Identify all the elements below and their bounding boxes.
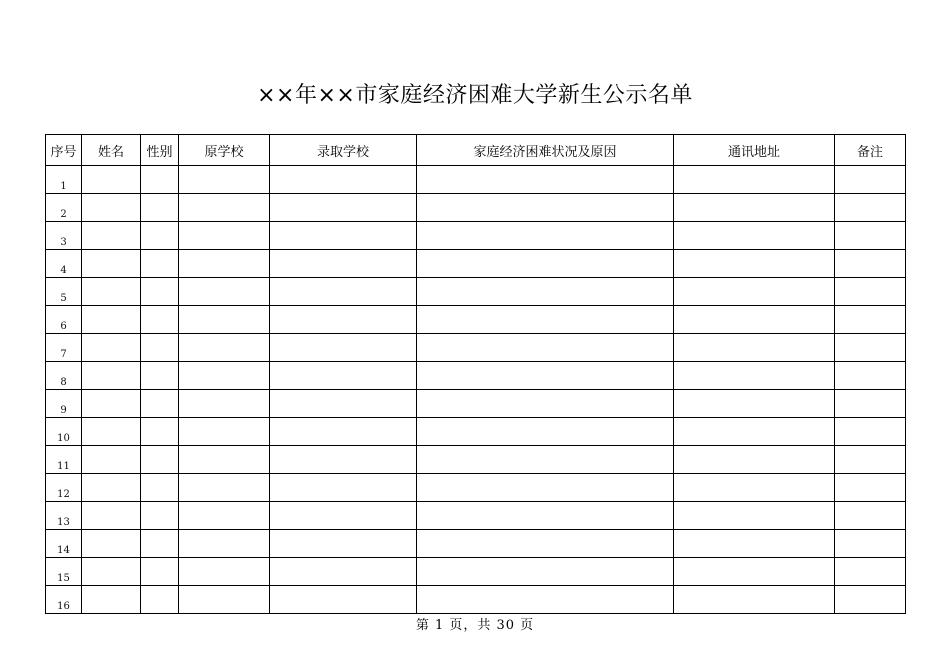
name-cell [82, 250, 141, 278]
remarks-cell [835, 306, 906, 334]
table-row [46, 250, 906, 278]
address-cell [674, 558, 835, 586]
remarks-cell [835, 586, 906, 614]
gender-cell [141, 390, 179, 418]
remarks-cell [835, 250, 906, 278]
admitted-school-cell [270, 306, 417, 334]
seq-cell: 15 [46, 558, 82, 586]
seq-cell: 3 [46, 222, 82, 250]
remarks-cell [835, 194, 906, 222]
former-school-cell [179, 502, 270, 530]
gender-cell [141, 558, 179, 586]
address-cell [674, 250, 835, 278]
former-school-cell [179, 250, 270, 278]
gender-cell [141, 502, 179, 530]
gender-cell [141, 474, 179, 502]
document-title: ××年××市家庭经济困难大学新生公示名单 [257, 83, 693, 108]
remarks-cell [835, 530, 906, 558]
gender-cell [141, 446, 179, 474]
header-row [46, 135, 906, 166]
table-row [46, 390, 906, 418]
gender-cell [141, 586, 179, 614]
hardship-cell [417, 558, 674, 586]
gender-cell [141, 222, 179, 250]
address-cell [674, 166, 835, 194]
address-cell [674, 390, 835, 418]
roster-table [45, 134, 906, 614]
table-row [46, 194, 906, 222]
address-cell [674, 586, 835, 614]
seq-cell: 14 [46, 530, 82, 558]
page-indicator: 第 1 页，共 30 页 [415, 618, 535, 633]
gender-cell [141, 334, 179, 362]
hardship-cell [417, 586, 674, 614]
seq-cell: 11 [46, 446, 82, 474]
admitted-school-cell [270, 362, 417, 390]
seq-cell: 16 [46, 586, 82, 614]
address-cell [674, 418, 835, 446]
address-cell [674, 278, 835, 306]
name-cell [82, 166, 141, 194]
column-header-admitted-school: 录取学校 [270, 135, 417, 166]
hardship-cell [417, 362, 674, 390]
address-cell [674, 530, 835, 558]
table-row [46, 474, 906, 502]
address-cell [674, 306, 835, 334]
table-row [46, 222, 906, 250]
column-header-gender: 性别 [141, 135, 179, 166]
hardship-cell [417, 474, 674, 502]
column-header-name: 姓名 [82, 135, 141, 166]
remarks-cell [835, 418, 906, 446]
seq-cell: 8 [46, 362, 82, 390]
address-cell [674, 222, 835, 250]
seq-cell: 13 [46, 502, 82, 530]
column-header-remarks: 备注 [835, 135, 906, 166]
admitted-school-cell [270, 222, 417, 250]
gender-cell [141, 362, 179, 390]
remarks-cell [835, 166, 906, 194]
column-header-address: 通讯地址 [674, 135, 835, 166]
gender-cell [141, 166, 179, 194]
admitted-school-cell [270, 474, 417, 502]
table-row [46, 362, 906, 390]
address-cell [674, 362, 835, 390]
address-cell [674, 474, 835, 502]
table-row [46, 586, 906, 614]
remarks-cell [835, 222, 906, 250]
remarks-cell [835, 474, 906, 502]
name-cell [82, 502, 141, 530]
hardship-cell [417, 278, 674, 306]
former-school-cell [179, 362, 270, 390]
gender-cell [141, 278, 179, 306]
hardship-cell [417, 530, 674, 558]
address-cell [674, 446, 835, 474]
seq-cell: 4 [46, 250, 82, 278]
former-school-cell [179, 390, 270, 418]
name-cell [82, 586, 141, 614]
hardship-cell [417, 194, 674, 222]
table-row [46, 306, 906, 334]
address-cell [674, 502, 835, 530]
gender-cell [141, 194, 179, 222]
name-cell [82, 278, 141, 306]
table-row [46, 334, 906, 362]
table-row [46, 278, 906, 306]
former-school-cell [179, 222, 270, 250]
former-school-cell [179, 446, 270, 474]
name-cell [82, 222, 141, 250]
seq-cell: 1 [46, 166, 82, 194]
admitted-school-cell [270, 250, 417, 278]
admitted-school-cell [270, 446, 417, 474]
admitted-school-cell [270, 166, 417, 194]
former-school-cell [179, 306, 270, 334]
name-cell [82, 558, 141, 586]
former-school-cell [179, 530, 270, 558]
gender-cell [141, 530, 179, 558]
name-cell [82, 334, 141, 362]
address-cell [674, 194, 835, 222]
hardship-cell [417, 418, 674, 446]
former-school-cell [179, 558, 270, 586]
name-cell [82, 446, 141, 474]
seq-cell: 12 [46, 474, 82, 502]
seq-cell: 6 [46, 306, 82, 334]
seq-cell: 2 [46, 194, 82, 222]
address-cell [674, 334, 835, 362]
column-header-seq: 序号 [46, 135, 82, 166]
hardship-cell [417, 502, 674, 530]
column-header-hardship-reason: 家庭经济困难状况及原因 [417, 135, 674, 166]
admitted-school-cell [270, 418, 417, 446]
name-cell [82, 306, 141, 334]
admitted-school-cell [270, 586, 417, 614]
admitted-school-cell [270, 334, 417, 362]
table-row [46, 446, 906, 474]
former-school-cell [179, 474, 270, 502]
hardship-cell [417, 390, 674, 418]
former-school-cell [179, 334, 270, 362]
former-school-cell [179, 166, 270, 194]
admitted-school-cell [270, 530, 417, 558]
remarks-cell [835, 446, 906, 474]
table-row [46, 166, 906, 194]
remarks-cell [835, 362, 906, 390]
former-school-cell [179, 418, 270, 446]
table-row [46, 530, 906, 558]
seq-cell: 5 [46, 278, 82, 306]
admitted-school-cell [270, 558, 417, 586]
remarks-cell [835, 390, 906, 418]
admitted-school-cell [270, 194, 417, 222]
admitted-school-cell [270, 390, 417, 418]
hardship-cell [417, 222, 674, 250]
former-school-cell [179, 194, 270, 222]
former-school-cell [179, 586, 270, 614]
column-header-former-school: 原学校 [179, 135, 270, 166]
name-cell [82, 418, 141, 446]
seq-cell: 7 [46, 334, 82, 362]
hardship-cell [417, 166, 674, 194]
table-row [46, 502, 906, 530]
gender-cell [141, 418, 179, 446]
remarks-cell [835, 558, 906, 586]
hardship-cell [417, 446, 674, 474]
hardship-cell [417, 250, 674, 278]
admitted-school-cell [270, 278, 417, 306]
name-cell [82, 362, 141, 390]
gender-cell [141, 306, 179, 334]
admitted-school-cell [270, 502, 417, 530]
remarks-cell [835, 502, 906, 530]
name-cell [82, 530, 141, 558]
table-row [46, 418, 906, 446]
name-cell [82, 474, 141, 502]
seq-cell: 9 [46, 390, 82, 418]
name-cell [82, 390, 141, 418]
remarks-cell [835, 334, 906, 362]
name-cell [82, 194, 141, 222]
table-row [46, 558, 906, 586]
former-school-cell [179, 278, 270, 306]
hardship-cell [417, 306, 674, 334]
remarks-cell [835, 278, 906, 306]
gender-cell [141, 250, 179, 278]
hardship-cell [417, 334, 674, 362]
seq-cell: 10 [46, 418, 82, 446]
